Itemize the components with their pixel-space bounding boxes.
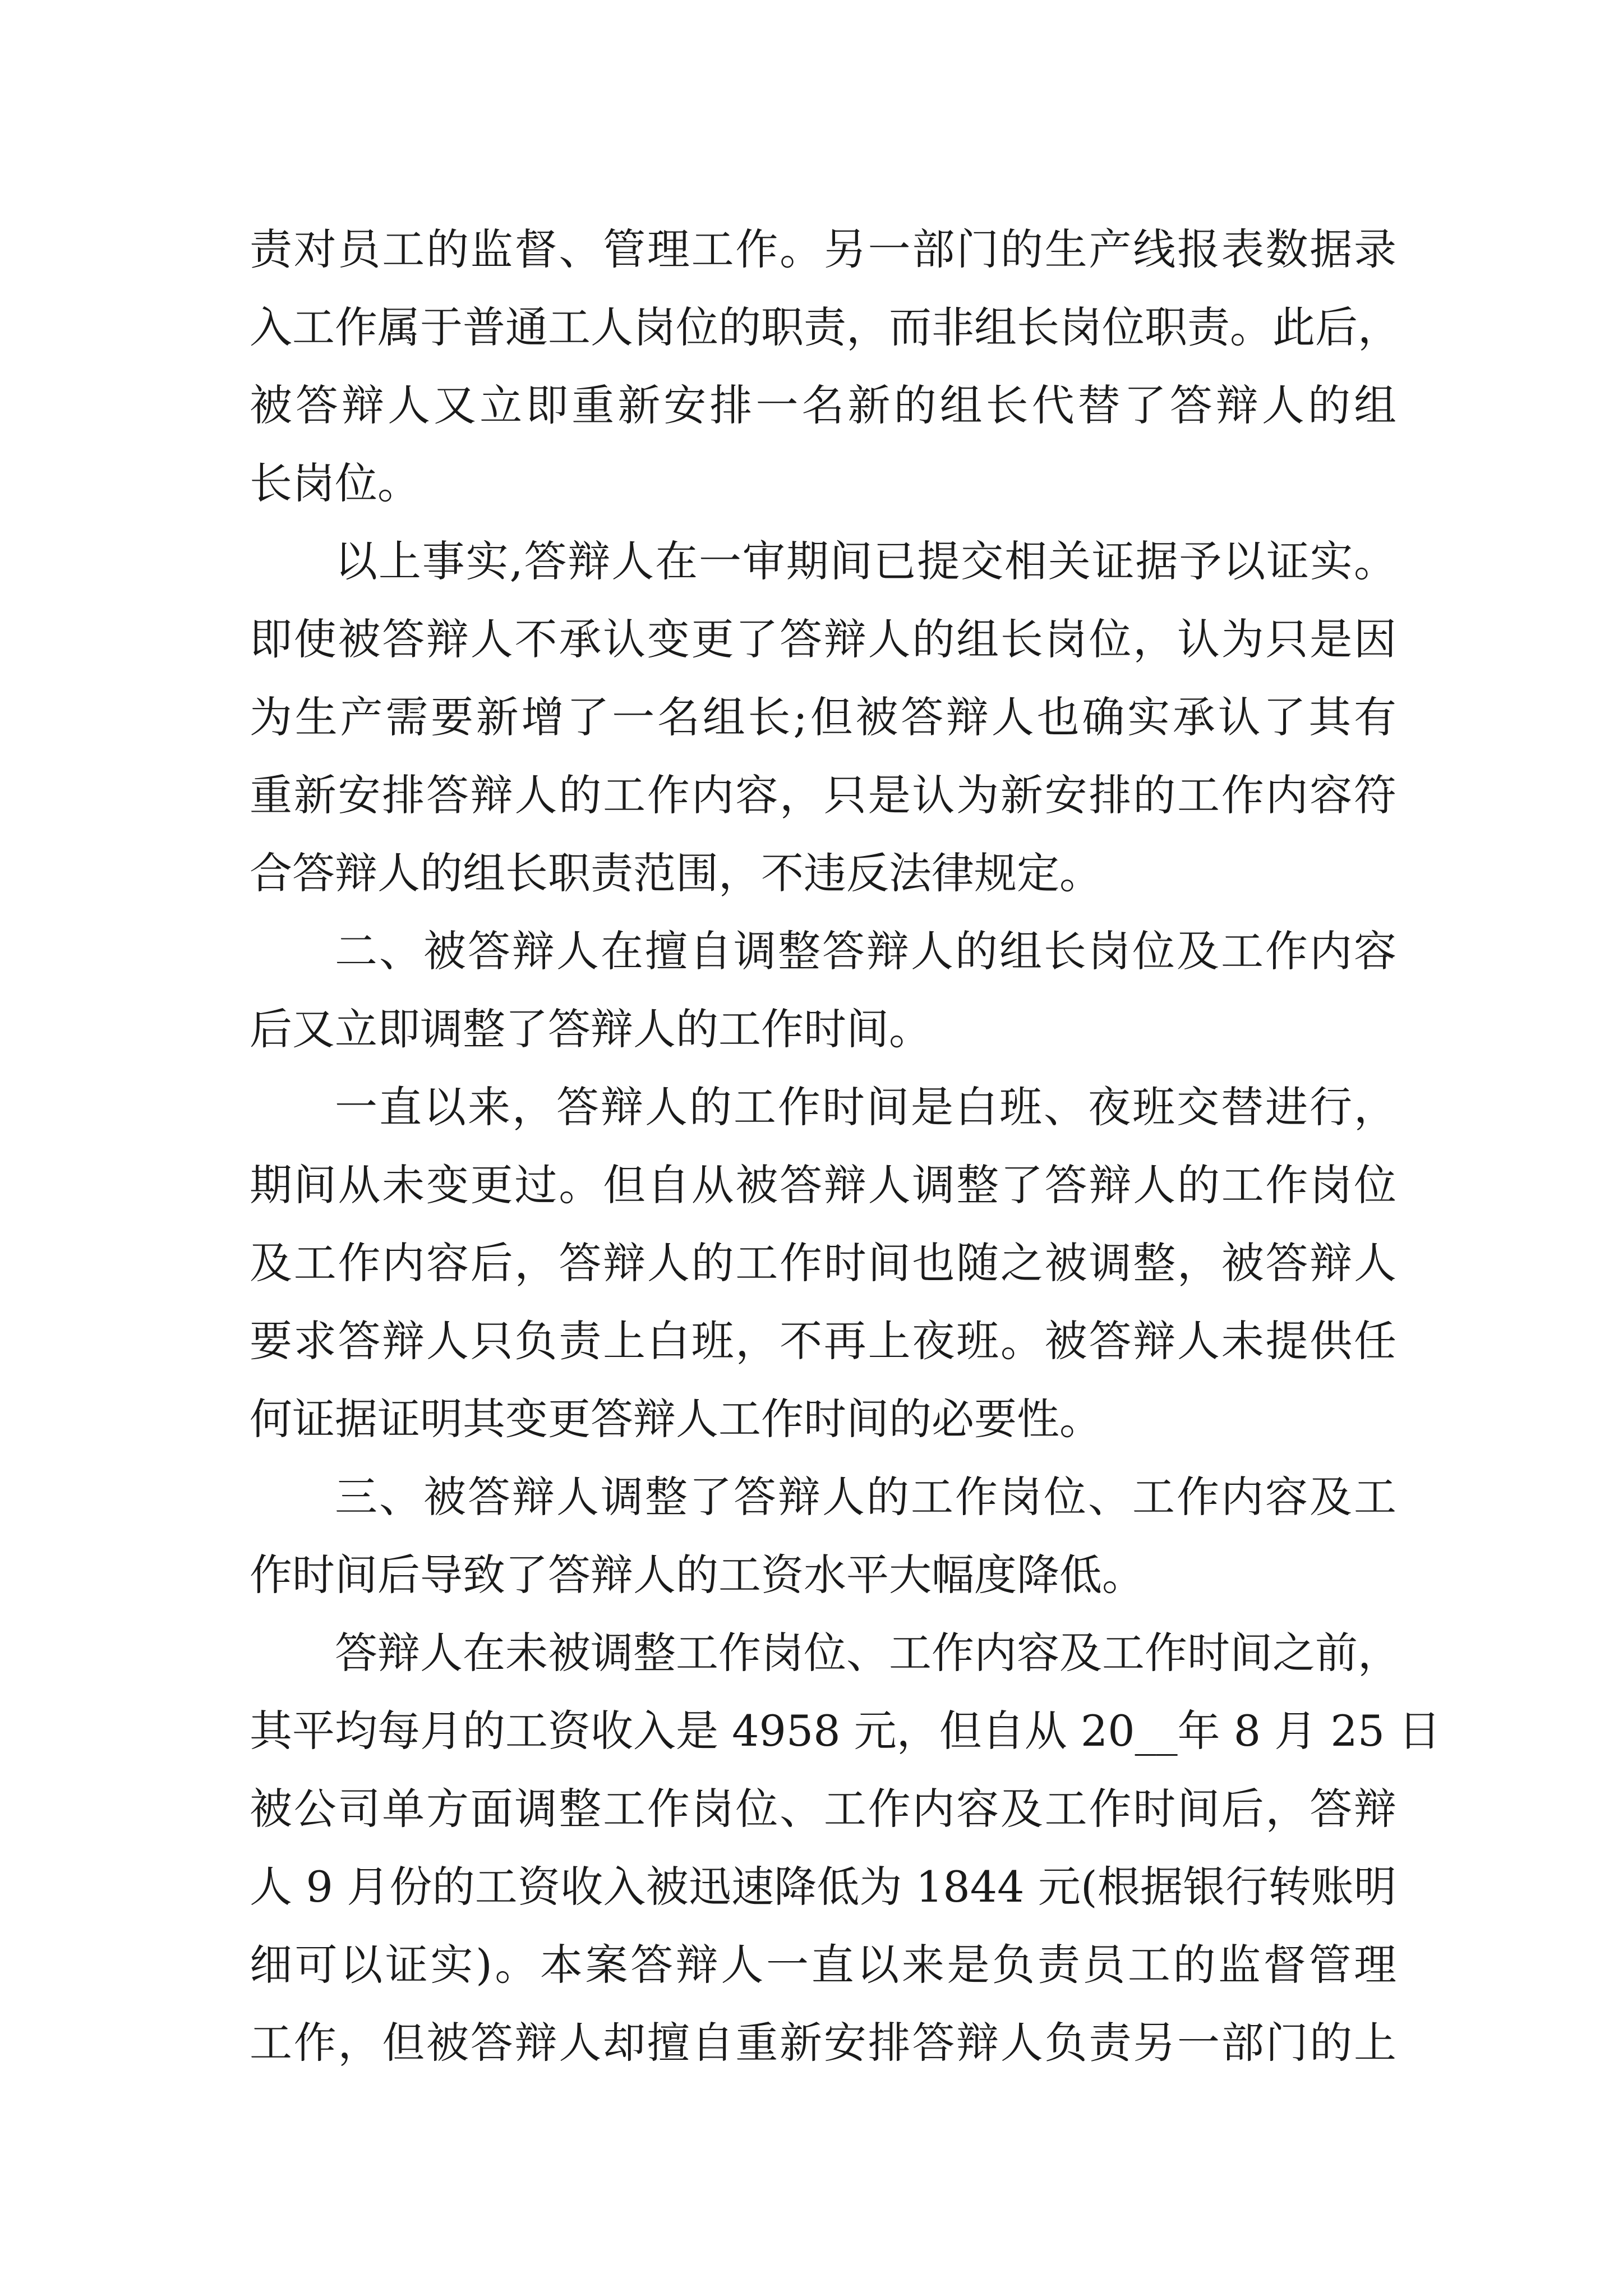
text-line: 工作，但被答辩人却擅自重新安排答辩人负责另一部门的上 [250,2018,1396,2068]
text-line: 重新安排答辩人的工作内容，只是认为新安排的工作内容符 [250,770,1396,820]
text-line: 人 9 月份的工资收入被迅速降低为 1844 元(根据银行转账明 [250,1862,1396,1912]
paragraph [250,1068,1396,1458]
paragraph [250,1614,1441,2082]
document-body [250,210,1441,2082]
text-line: 合答辩人的组长职责范围，不违反法律规定。 [250,848,1102,898]
paragraph [250,210,1400,522]
text-line: 被公司单方面调整工作岗位、工作内容及工作时间后，答辩 [250,1784,1396,1834]
text-line: 要求答辩人只负责上白班，不再上夜班。被答辩人未提供任 [250,1316,1396,1366]
text-line: 何证据证明其变更答辩人工作时间的必要性。 [250,1394,1102,1444]
paragraph [250,1458,1396,1614]
text-line: 以上事实,答辩人在一审期间已提交相关证据予以证实。 [335,536,1396,586]
text-line: 责对员工的监督、管理工作。另一部门的生产线报表数据录 [250,224,1396,274]
text-line: 二、被答辩人在擅自调整答辩人的组长岗位及工作内容 [335,926,1396,976]
text-line: 期间从未变更过。但自从被答辩人调整了答辩人的工作岗位 [250,1160,1396,1210]
text-line: 入工作属于普通工人岗位的职责，而非组长岗位职责。此后， [250,302,1400,352]
text-line: 为生产需要新增了一名组长;但被答辩人也确实承认了其有 [250,692,1396,742]
text-line: 及工作内容后，答辩人的工作时间也随之被调整，被答辩人 [250,1238,1396,1288]
text-line: 被答辩人又立即重新安排一名新的组长代替了答辩人的组 [250,380,1396,430]
text-line: 三、被答辩人调整了答辩人的工作岗位、工作内容及工 [335,1472,1396,1522]
text-line: 后又立即调整了答辩人的工作时间。 [250,1004,932,1054]
text-line: 即使被答辩人不承认变更了答辩人的组长岗位，认为只是因 [250,614,1396,664]
paragraph [250,912,1396,1068]
paragraph [250,522,1396,912]
text-line: 细可以证实)。本案答辩人一直以来是负责员工的监督管理 [250,1940,1396,1990]
text-line: 作时间后导致了答辩人的工资水平大幅度降低。 [250,1550,1145,1600]
text-line: 一直以来，答辩人的工作时间是白班、夜班交替进行， [335,1082,1396,1132]
text-line: 其平均每月的工资收入是 4958 元，但自从 20__年 8 月 25 日 [250,1706,1441,1756]
text-line: 答辩人在未被调整工作岗位、工作内容及工作时间之前， [335,1628,1400,1678]
text-line: 长岗位。 [250,458,420,508]
